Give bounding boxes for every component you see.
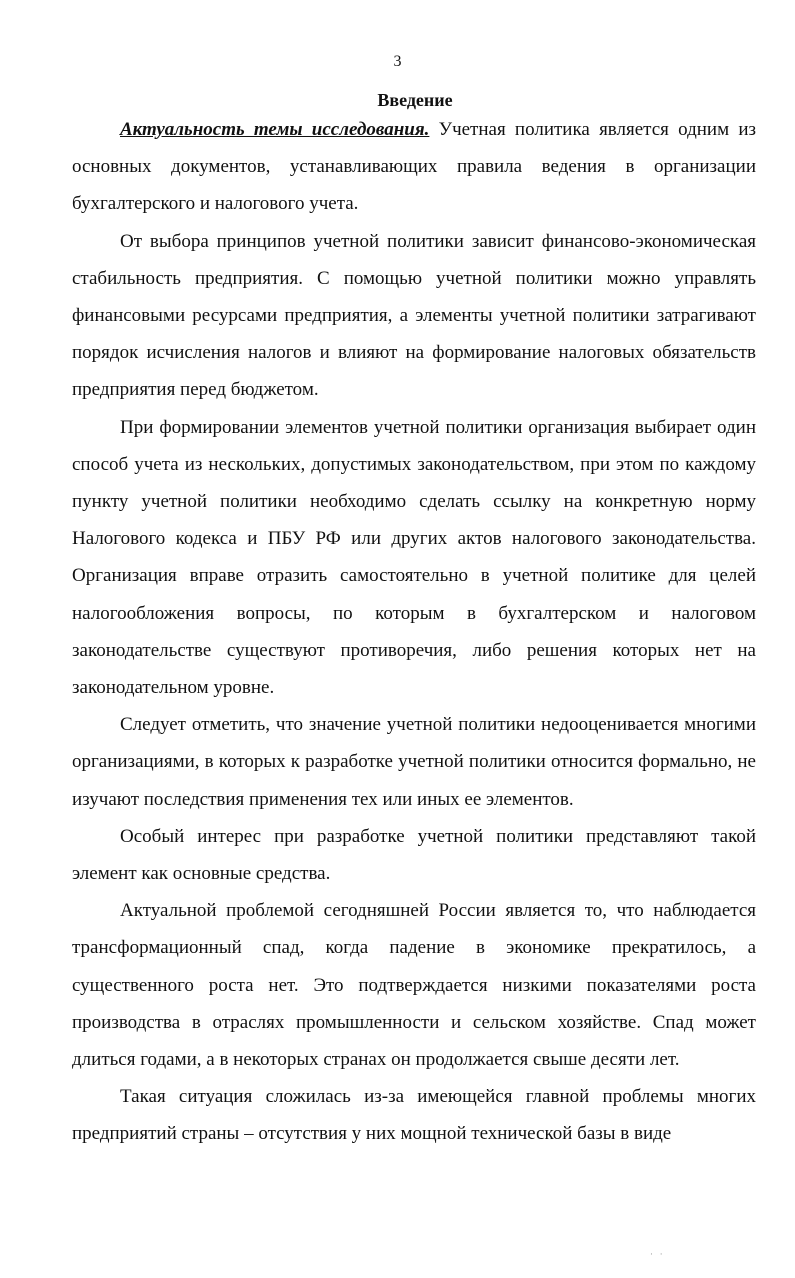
scan-artifact: · · [650,1250,665,1260]
page-title: Введение [377,90,453,110]
paragraph: Особый интерес при разработке учетной политики представляют такой элемент как основные средства. [72,825,756,885]
paragraph-relevance [72,111,756,223]
paragraph: Актуальной проблемой сегодняшней России является то, что наблюдается трансформационный спад, когда падение в экономике прекратилось, а существенного роста нет. Это подтверждается низкими показателями роста производства в отраслях промышленности и сельском хозяйстве. Спад может длиться годами, а в некоторых странах он продолжается свыше десяти лет. [72,900,756,1071]
paragraph: При формировании элементов учетной политики организация выбирает один способ учета из нескольких, допустимых законодательством, при этом по каждому пункту учетной политики необходимо сделать ссылку на конкретную норму Налогового кодекса и ПБУ РФ или других актов налогового законодательства. Организация вправе отразить самостоятельно в учетной политике для целей налогообложения вопросы, по которым в бухгалтерском и налоговом законодательстве существуют противоречия, либо решения которых нет на законодательном уровне. [72,416,756,699]
relevance-heading: Актуальность темы исследования. [120,119,430,140]
paragraph: Такая ситуация сложилась из-за имеющейся главной проблемы многих предприятий страны – отсутствия у них мощной технической базы в виде [72,1086,756,1145]
paragraph-relevance-text: Учетная политика является одним из основных документов, устанавливающих правила ведения в организации бухгалтерского и налогового учета. [72,119,756,215]
page-number: 3 [393,53,402,70]
paragraph: Следует отметить, что значение учетной политики недооценивается многими организациями, в которых к разработке учетной политики относится формально, не изучают последствия применения тех или иных ее элементов. [72,714,756,810]
paragraph: От выбора принципов учетной политики зависит финансово-экономическая стабильность предприятия. С помощью учетной политики можно управлять финансовыми ресурсами предприятия, а элементы учетной политики затрагивают порядок исчисления налогов и влияют на формирование налоговых обязательств предприятия перед бюджетом. [72,230,756,401]
document-body [72,111,756,1153]
